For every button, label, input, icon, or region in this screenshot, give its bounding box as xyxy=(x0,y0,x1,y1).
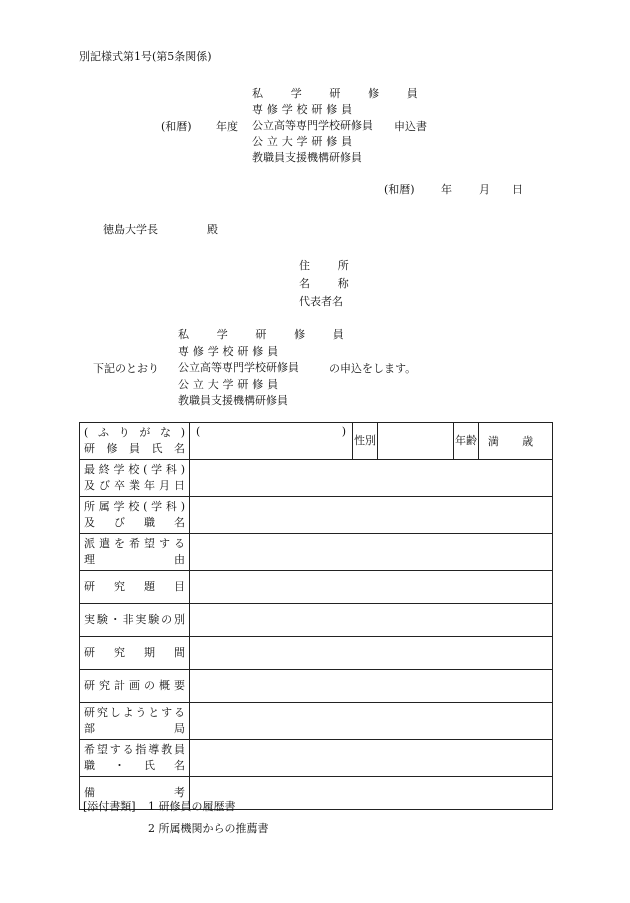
row-label: 部 局 xyxy=(84,722,185,735)
row-label: 派遣を希望する xyxy=(84,537,185,550)
gender-label: 性別 xyxy=(353,423,378,460)
form-number: 別記様式第1号(第5条関係) xyxy=(79,50,212,63)
row-label: 職 ・ 氏 名 xyxy=(84,759,185,772)
gender-field[interactable] xyxy=(378,423,454,460)
experimental-type-field[interactable] xyxy=(190,604,553,637)
trainee-name-field[interactable] xyxy=(190,423,353,460)
statement-prefix: 下記のとおり xyxy=(93,362,159,375)
row-label: 希望する指導教員 xyxy=(84,743,185,756)
age-label: 年齢 xyxy=(454,423,479,460)
research-period-field[interactable] xyxy=(190,637,553,670)
addressee-honorific: 殿 xyxy=(207,223,218,236)
row-label: 及 び 職 名 xyxy=(84,516,185,529)
date-year: 年 xyxy=(441,183,452,196)
statement-type-line: 教職員支援機構研修員 xyxy=(178,394,288,407)
remarks-field[interactable] xyxy=(190,777,553,810)
applicant-address-label: 住 所 xyxy=(299,259,361,272)
row-label: 実験・非実験の別 xyxy=(84,613,185,626)
row-label: 及び卒業年月日 xyxy=(84,479,185,492)
title-year-unit: 年度 xyxy=(216,120,238,133)
title-type-line: 専修学校研修員 xyxy=(252,103,356,116)
row-label: 研 究 期 間 xyxy=(84,646,185,659)
title-suffix: 申込書 xyxy=(394,120,427,133)
row-label: 研究計画の概要 xyxy=(84,679,185,692)
attachments-label: [添付書類] xyxy=(83,800,136,813)
row-label: 備 考 xyxy=(84,786,185,799)
age-field[interactable]: 満 歳 xyxy=(479,423,553,460)
applicant-name-label: 名 称 xyxy=(299,277,361,290)
row-label: 最終学校(学科) xyxy=(84,463,185,476)
trainee-name-label-text: 研修員氏名 xyxy=(84,442,185,455)
final-school-field[interactable] xyxy=(190,460,553,497)
title-type-line: 公立高等専門学校研修員 xyxy=(252,119,373,132)
department-field[interactable] xyxy=(190,703,553,740)
applicant-representative-label: 代表者名 xyxy=(299,295,343,308)
date-era: (和暦) xyxy=(384,183,415,196)
title-type-line: 教職員支援機構研修員 xyxy=(252,151,362,164)
addressee-name: 徳島大学長 xyxy=(103,223,158,236)
row-label: 研 究 題 目 xyxy=(84,580,185,593)
title-type-line: 私 学 研 修 員 xyxy=(252,87,430,100)
row-label: 研究しようとする xyxy=(84,706,185,719)
affiliation-field[interactable] xyxy=(190,497,553,534)
dispatch-reason-field[interactable] xyxy=(190,534,553,571)
application-form-table xyxy=(79,422,553,810)
title-type-line: 公立大学研修員 xyxy=(252,135,356,148)
paren-open: ( xyxy=(196,425,201,438)
statement-type-line: 公立高等専門学校研修員 xyxy=(178,361,299,374)
title-era: (和暦) xyxy=(161,120,192,133)
furigana-label: (ふりがな) xyxy=(84,426,185,439)
research-title-field[interactable] xyxy=(190,571,553,604)
date-month: 月 xyxy=(479,183,490,196)
trainee-name-label xyxy=(80,423,190,460)
supervisor-field[interactable] xyxy=(190,740,553,777)
attachment-item: 1 研修員の履歴書 xyxy=(148,800,236,813)
statement-type-line: 私 学 研 修 員 xyxy=(178,328,356,341)
date-day: 日 xyxy=(512,183,523,196)
attachment-item: 2 所属機関からの推薦書 xyxy=(148,822,269,835)
paren-close: ) xyxy=(341,425,346,438)
row-label: 所属学校(学科) xyxy=(84,500,185,513)
statement-type-line: 公立大学研修員 xyxy=(178,377,282,391)
statement-suffix: の申込をします。 xyxy=(329,362,417,375)
research-plan-field[interactable] xyxy=(190,670,553,703)
row-label: 理 由 xyxy=(84,553,185,566)
statement-type-line: 専修学校研修員 xyxy=(178,344,282,358)
